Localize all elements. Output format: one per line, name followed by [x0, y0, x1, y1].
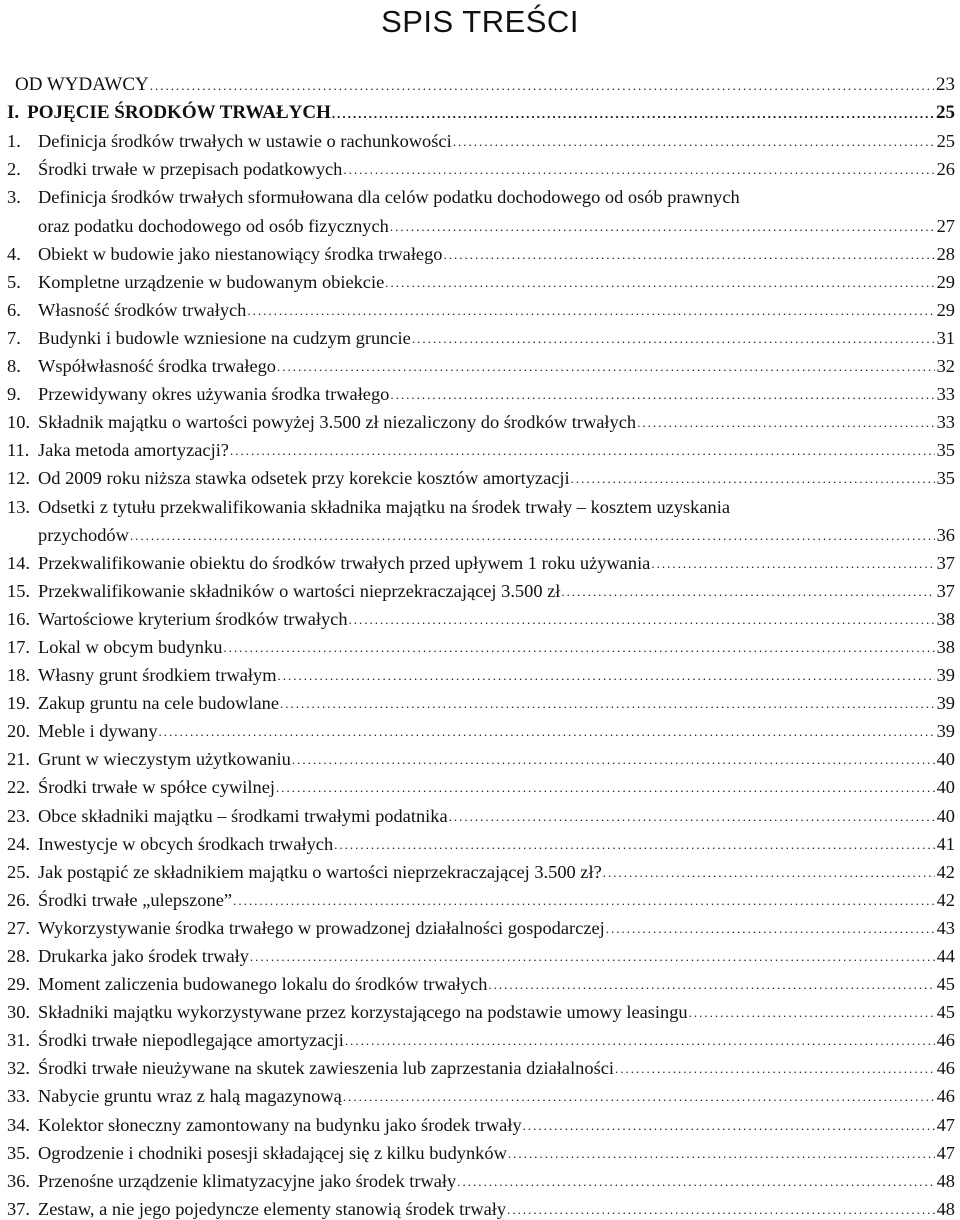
toc-entry[interactable]	[7, 742, 960, 770]
toc-entry-title: Przekwalifikowanie składników o wartości nieprzekraczającej 3.500 zł	[38, 580, 561, 601]
toc-entry-title: Własność środków trwałych	[38, 299, 247, 320]
toc-entry[interactable]	[7, 124, 960, 152]
toc-page-number: 33	[936, 384, 955, 405]
toc-entry-number: 16.	[7, 608, 30, 629]
toc-entry-number: 4.	[7, 243, 21, 264]
toc-entry-title: Kolektor słoneczny zamontowany na budynku jako środek trwały	[38, 1114, 522, 1135]
toc-page-number: 29	[936, 271, 955, 292]
dot-leader	[457, 1175, 934, 1188]
toc-entry-number: 37.	[7, 1198, 30, 1219]
dot-leader	[571, 472, 935, 485]
toc-entry-number: 15.	[7, 580, 30, 601]
toc-entry-title: Meble i dywany	[38, 721, 158, 742]
toc-entry-continuation[interactable]	[7, 518, 960, 546]
toc-entry[interactable]	[7, 995, 960, 1023]
toc-entry-number: 28.	[7, 946, 30, 966]
toc-page-number: 28	[936, 243, 955, 264]
toc-entry-title: Jak postąpić ze składnikiem majątku o wartości nieprzekraczającej 3.500 zł?	[38, 861, 602, 882]
toc-entry-number: 20.	[7, 721, 30, 742]
dot-leader	[385, 276, 934, 289]
toc-entry[interactable]	[7, 546, 960, 574]
toc-page-number: 46	[936, 1086, 955, 1107]
toc-entry[interactable]	[7, 939, 960, 967]
toc-entry[interactable]	[7, 602, 960, 630]
toc-entry-title: Odsetki z tytułu przekwalifikowania składnika majątku na środek trwały – kosztem uzyskania	[38, 496, 731, 517]
toc-entry-title: Moment zaliczenia budowanego lokalu do środków trwałych	[38, 974, 488, 995]
toc-entry[interactable]	[7, 433, 960, 461]
toc-page-number: 48	[936, 1198, 955, 1219]
toc-entry-number: 6.	[7, 299, 21, 320]
toc-page-number: 39	[936, 721, 955, 742]
toc-entry[interactable]	[7, 574, 960, 602]
toc-entry[interactable]	[7, 967, 960, 995]
dot-leader	[277, 360, 935, 373]
dot-leader	[130, 529, 935, 542]
toc-entry-title: Współwłasność środka trwałego	[38, 356, 277, 377]
toc-entry-number: 32.	[7, 1058, 30, 1079]
toc-entry-number: 13.	[7, 496, 30, 517]
toc-entry-title: Składniki majątku wykorzystywane przez korzystającego na podstawie umowy leasingu	[38, 1002, 688, 1023]
toc-entry-number: 31.	[7, 1030, 30, 1051]
toc-page-number: 38	[936, 608, 955, 629]
dot-leader	[449, 810, 935, 823]
dot-leader	[453, 135, 935, 148]
table-of-contents	[7, 68, 960, 1220]
page-title: SPIS TREŚCI	[381, 4, 579, 39]
toc-page-number: 23	[936, 74, 955, 96]
toc-entry-number: 18.	[7, 665, 30, 686]
toc-entry-title: Składnik majątku o wartości powyżej 3.500 zł niezaliczony do środków trwałych	[38, 412, 637, 433]
dot-leader	[159, 725, 935, 738]
toc-page-number: 32	[936, 356, 955, 377]
toc-entry[interactable]	[7, 265, 960, 293]
toc-page-number: 42	[936, 861, 955, 882]
toc-page-number: 40	[936, 777, 955, 798]
toc-entry-title: Kompletne urządzenie w budowanym obiekcie	[38, 271, 385, 292]
toc-entry-title: Od 2009 roku niższa stawka odsetek przy korekcie kosztów amortyzacji	[38, 468, 570, 489]
toc-entry[interactable]	[7, 1164, 960, 1192]
toc-entry-number: 36.	[7, 1170, 30, 1191]
toc-page-number: 44	[936, 946, 955, 966]
toc-page-number: 40	[936, 749, 955, 770]
toc-entry[interactable]	[7, 686, 960, 714]
toc-entry-number: 8.	[7, 356, 21, 377]
dot-leader	[276, 781, 935, 794]
toc-entry-number: 30.	[7, 1002, 30, 1023]
toc-entry-title: Zestaw, a nie jego pojedyncze elementy stanowią środek trwały	[38, 1198, 507, 1219]
toc-entry-number: 33.	[7, 1086, 30, 1107]
toc-page-number: 29	[936, 299, 955, 320]
toc-entry-title: Środki trwałe „ulepszone”	[38, 889, 233, 910]
dot-leader	[689, 1006, 935, 1019]
toc-page-number: 35	[936, 440, 955, 461]
toc-entry-title: Wartościowe kryterium środków trwałych	[38, 608, 348, 629]
dot-leader	[390, 220, 935, 233]
dot-leader	[390, 388, 934, 401]
toc-entry-number: 12.	[7, 468, 30, 489]
toc-page-number: 46	[936, 1058, 955, 1079]
dot-leader	[230, 444, 935, 457]
toc-entry[interactable]	[7, 377, 960, 405]
dot-leader	[332, 107, 934, 120]
toc-entry[interactable]	[7, 1051, 960, 1079]
toc-entry-number: 9.	[7, 384, 21, 405]
dot-leader	[508, 1147, 935, 1160]
toc-entry[interactable]	[7, 798, 960, 826]
toc-entry[interactable]	[7, 293, 960, 321]
toc-entry-title: Grunt w wieczystym użytkowaniu	[38, 749, 291, 770]
dot-leader	[412, 332, 935, 345]
toc-entry[interactable]	[7, 96, 960, 124]
dot-leader	[278, 669, 935, 682]
toc-entry-continuation[interactable]	[7, 208, 960, 236]
dot-leader	[349, 613, 935, 626]
toc-page-number: 36	[936, 524, 955, 545]
toc-entry-title: Przewidywany okres używania środka trwałego	[38, 384, 390, 405]
toc-entry-number: I.	[7, 102, 20, 124]
dot-leader	[292, 753, 935, 766]
toc-entry[interactable]	[7, 827, 960, 855]
toc-page-number: 47	[936, 1142, 955, 1163]
toc-entry-title: Przenośne urządzenie klimatyzacyjne jako środek trwały	[38, 1170, 457, 1191]
toc-entry[interactable]	[7, 1107, 960, 1135]
toc-entry-number: 35.	[7, 1142, 30, 1163]
toc-entry-number: 5.	[7, 271, 21, 292]
toc-entry-number: 24.	[7, 833, 30, 854]
toc-entry-number: 21.	[7, 749, 30, 770]
toc-page-number: 25	[936, 131, 955, 152]
toc-entry-number: 25.	[7, 861, 30, 882]
toc-page-number: 48	[936, 1170, 955, 1191]
dot-leader	[651, 557, 934, 570]
dot-leader	[507, 1203, 935, 1216]
toc-entry-title: Obiekt w budowie jako niestanowiący środka trwałego	[38, 243, 443, 264]
dot-leader	[334, 838, 934, 851]
toc-entry-title: Własny grunt środkiem trwałym	[38, 665, 277, 686]
dot-leader	[233, 894, 935, 907]
toc-page-number: 39	[936, 693, 955, 714]
toc-entry-title: Definicja środków trwałych w ustawie o rachunkowości	[38, 131, 452, 152]
toc-entry-title: Jaka metoda amortyzacji?	[38, 440, 229, 461]
dot-leader	[523, 1119, 935, 1132]
toc-entry-title: Przekwalifikowanie obiektu do środków trwałych przed upływem 1 roku używania	[38, 552, 651, 573]
toc-entry-number: 1.	[7, 131, 21, 152]
toc-entry-title: Środki trwałe nieużywane na skutek zawieszenia lub zaprzestania działalności	[38, 1058, 615, 1079]
toc-entry-title: Ogrodzenie i chodniki posesji składającej się z kilku budynków	[38, 1142, 507, 1163]
dot-leader	[223, 641, 934, 654]
toc-page-number: 42	[936, 889, 955, 910]
toc-entry-number: 22.	[7, 777, 30, 798]
toc-entry-title: Nabycie gruntu wraz z halą magazynową	[38, 1086, 342, 1107]
toc-entry-number: 2.	[7, 159, 21, 180]
toc-entry[interactable]	[7, 68, 960, 96]
toc-entry-title-continued: przychodów	[38, 524, 129, 545]
toc-entry-title: Lokal w obcym budynku	[38, 636, 223, 657]
toc-entry[interactable]	[7, 1023, 960, 1051]
toc-entry-title-continued: oraz podatku dochodowego od osób fizycznych	[38, 215, 389, 236]
toc-entry-number: 34.	[7, 1114, 30, 1135]
toc-entry[interactable]	[7, 658, 960, 686]
toc-page-number: 35	[936, 468, 955, 489]
toc-entry-title: POJĘCIE ŚRODKÓW TRWAŁYCH	[27, 102, 331, 124]
toc-entry[interactable]	[7, 855, 960, 883]
toc-entry[interactable]	[7, 489, 960, 517]
toc-entry[interactable]	[7, 770, 960, 798]
toc-entry-number: 17.	[7, 636, 30, 657]
dot-leader	[150, 79, 934, 92]
toc-entry[interactable]	[7, 349, 960, 377]
toc-page-number: 37	[936, 552, 955, 573]
toc-entry-title: Obce składniki majątku – środkami trwałymi podatnika	[38, 805, 448, 826]
toc-page-number: 37	[936, 580, 955, 601]
toc-page-number: 45	[936, 974, 955, 995]
toc-page-number: 27	[936, 215, 955, 236]
toc-page-number: 40	[936, 805, 955, 826]
toc-entry[interactable]	[7, 630, 960, 658]
toc-page-number: 45	[936, 1002, 955, 1023]
toc-page-number: 38	[936, 636, 955, 657]
toc-entry[interactable]	[7, 180, 960, 208]
toc-entry-title: OD WYDAWCY	[15, 74, 149, 96]
toc-entry[interactable]	[7, 1079, 960, 1107]
toc-page-number: 47	[936, 1114, 955, 1135]
toc-page-number: 39	[936, 665, 955, 686]
toc-page-number: 26	[936, 159, 955, 180]
dot-leader	[247, 304, 934, 317]
toc-entry-number: 14.	[7, 552, 30, 573]
toc-entry-title: Inwestycje w obcych środkach trwałych	[38, 833, 334, 854]
toc-entry-title: Środki trwałe w przepisach podatkowych	[38, 159, 343, 180]
toc-entry[interactable]	[7, 405, 960, 433]
toc-entry-number: 3.	[7, 187, 21, 208]
toc-entry[interactable]	[7, 461, 960, 489]
toc-entry[interactable]	[7, 1192, 960, 1220]
toc-entry-title: Wykorzystywanie środka trwałego w prowadzonej działalności gospodarczej	[38, 917, 605, 938]
toc-page-number: 31	[936, 327, 955, 348]
toc-entry[interactable]	[7, 321, 960, 349]
toc-entry[interactable]	[7, 714, 960, 742]
toc-entry-number: 11.	[7, 440, 30, 461]
toc-entry-title: Budynki i budowle wzniesione na cudzym gruncie	[38, 327, 411, 348]
dot-leader	[250, 950, 935, 963]
dot-leader	[561, 585, 934, 598]
toc-entry-number: 26.	[7, 889, 30, 910]
toc-page-number: 25	[936, 102, 955, 124]
dot-leader	[280, 697, 935, 710]
toc-page-number: 33	[936, 412, 955, 433]
toc-entry-number: 23.	[7, 805, 30, 826]
toc-page-number: 43	[936, 917, 955, 938]
toc-page-number: 46	[936, 1030, 955, 1051]
dot-leader	[615, 1062, 935, 1075]
dot-leader	[343, 163, 934, 176]
dot-leader	[345, 1034, 935, 1047]
dot-leader	[603, 866, 935, 879]
toc-entry-title: Środki trwałe w spółce cywilnej	[38, 777, 275, 798]
dot-leader	[637, 416, 935, 429]
toc-entry-number: 29.	[7, 974, 30, 995]
toc-page-number: 41	[936, 833, 955, 854]
toc-entry[interactable]	[7, 1136, 960, 1164]
toc-entry-title: Definicja środków trwałych sformułowana dla celów podatku dochodowego od osób prawnych	[38, 187, 740, 208]
toc-entry[interactable]	[7, 237, 960, 265]
dot-leader	[488, 978, 934, 991]
toc-entry[interactable]	[7, 911, 960, 939]
toc-entry-title: Zakup gruntu na cele budowlane	[38, 693, 280, 714]
toc-entry[interactable]	[7, 883, 960, 911]
toc-entry-number: 19.	[7, 693, 30, 714]
toc-entry-number: 10.	[7, 412, 30, 433]
toc-entry-title: Środki trwałe niepodlegające amortyzacji	[38, 1030, 344, 1051]
toc-entry-title: Drukarka jako środek trwały	[38, 946, 249, 966]
dot-leader	[606, 922, 935, 935]
dot-leader	[343, 1090, 935, 1103]
toc-entry[interactable]	[7, 152, 960, 180]
dot-leader	[444, 248, 935, 261]
toc-entry-number: 7.	[7, 327, 21, 348]
toc-entry-number: 27.	[7, 917, 30, 938]
